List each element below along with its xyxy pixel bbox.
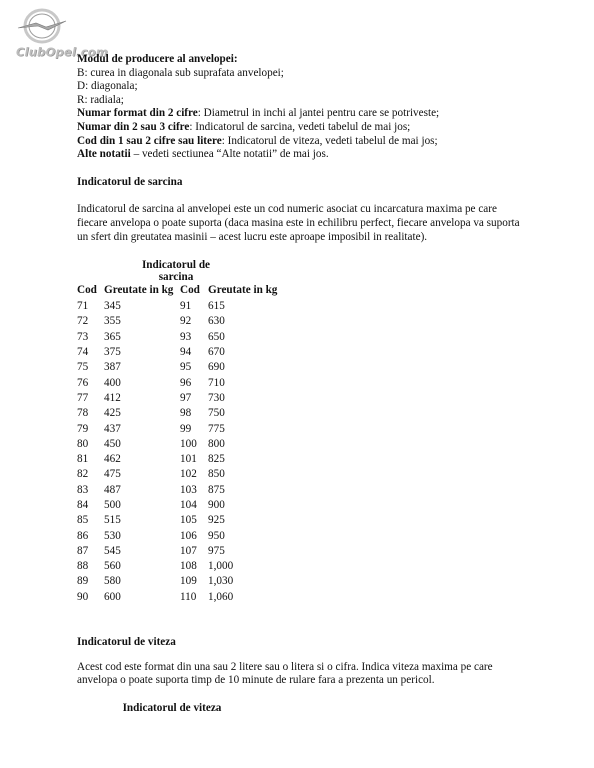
cell-cod: 93 [180,330,192,343]
cell-greutate: 900 [208,498,225,511]
tire-code-legend [77,53,557,162]
paragraph-line: anvelopa o poate suporta timp de 10 minute de rulare fara a prezenta un pericol. [77,674,435,687]
legend-line [77,121,557,135]
cell-greutate: 500 [104,498,121,511]
column-header-greutate: Greutate in kg [208,284,278,297]
cell-greutate: 630 [208,315,225,328]
table-row [77,331,298,346]
legend-term: Numar format din 2 cifre [77,107,198,120]
legend-line [77,135,557,149]
cell-greutate: 690 [208,361,225,374]
cell-greutate: 400 [104,376,121,389]
cell-greutate: 365 [104,330,121,343]
cell-greutate: 615 [208,300,225,313]
cell-cod: 101 [180,453,197,466]
cell-cod: 89 [77,575,89,588]
legend-line [77,148,557,162]
legend-term: Numar din 2 sau 3 cifre [77,120,190,133]
load-index-table [77,284,298,606]
legend-description: : Diametrul in inchi al jantei pentru care se potriveste; [197,107,440,120]
cell-cod: 91 [180,300,192,313]
paragraph-line: fiecare anvelopa o poate suporta (daca masina este in echilibru perfect, fiecare anvelopa va suporta [77,216,520,229]
cell-cod: 99 [180,422,192,435]
cell-cod: 79 [77,422,89,435]
cell-cod: 92 [180,315,192,328]
cell-greutate: 560 [104,560,121,573]
legend-description: B: curea in diagonala sub suprafata anvelopei; [77,66,284,79]
table-row [77,499,298,514]
cell-greutate: 925 [208,514,225,527]
legend-line [77,94,557,108]
cell-cod: 88 [77,560,89,573]
table-row [77,468,298,483]
table-row [77,423,298,438]
cell-greutate: 750 [208,407,225,420]
legend-description: : Indicatorul de sarcina, vedeti tabelul de mai jos; [189,120,411,133]
cell-greutate: 375 [104,346,121,359]
cell-greutate: 425 [104,407,121,420]
legend-term: Cod din 1 sau 2 cifre sau litere [77,134,222,147]
cell-cod: 75 [77,361,89,374]
cell-cod: 107 [180,544,197,557]
table-row [77,300,298,315]
cell-cod: 102 [180,468,197,481]
legend-line [77,107,557,121]
table-row [77,392,298,407]
cell-greutate: 515 [104,514,121,527]
cell-cod: 82 [77,468,89,481]
cell-cod: 76 [77,376,89,389]
paragraph-line: Acest cod este format din una sau 2 litere sau o litera si o cifra. Indica viteza maxima pe care [77,660,493,673]
cell-greutate: 650 [208,330,225,343]
table-row [77,346,298,361]
cell-greutate: 412 [104,391,121,404]
cell-greutate: 950 [208,529,225,542]
legend-description: : Indicatorul de viteza, vedeti tabelul de mai jos; [221,134,438,147]
cell-cod: 77 [77,391,89,404]
cell-cod: 98 [180,407,192,420]
table-header-row [77,284,298,300]
cell-cod: 108 [180,560,197,573]
opel-emblem-icon [12,6,72,48]
cell-cod: 104 [180,498,197,511]
table-row [77,514,298,529]
cell-cod: 73 [77,330,89,343]
column-header-cod: Cod [180,284,200,297]
table-row [77,453,298,468]
cell-cod: 87 [77,544,89,557]
speed-table-caption: Indicatorul de viteza [122,701,222,714]
cell-greutate: 600 [104,590,121,603]
table-row [77,407,298,422]
cell-greutate: 775 [208,422,225,435]
cell-cod: 94 [180,346,192,359]
legend-line [77,80,557,94]
paragraph-line: un sfert din greutatea masinii – acest lucru este aproape imposibil in realitate). [77,230,428,243]
legend-term: Modul de producere al anvelopei: [77,53,238,65]
table-row [77,530,298,545]
cell-greutate: 975 [208,544,225,557]
cell-greutate: 437 [104,422,121,435]
table-row [77,361,298,376]
cell-greutate: 850 [208,468,225,481]
paragraph-line: Indicatorul de sarcina al anvelopei este un cod numeric asociat cu incarcatura maxima pe care [77,203,497,216]
cell-greutate: 825 [208,453,225,466]
cell-cod: 103 [180,483,197,496]
cell-greutate: 800 [208,437,225,450]
legend-description: – vedeti sectiunea “Alte notatii” de mai jos. [130,148,329,161]
table-row [77,591,298,606]
cell-greutate: 545 [104,544,121,557]
legend-line [77,53,557,67]
cell-cod: 106 [180,529,197,542]
cell-greutate: 450 [104,437,121,450]
document-body [77,53,557,714]
cell-cod: 84 [77,498,89,511]
cell-cod: 80 [77,437,89,450]
table-row [77,315,298,330]
cell-greutate: 875 [208,483,225,496]
legend-term: Alte notatii [77,148,131,161]
cell-greutate: 355 [104,315,121,328]
legend-line [77,67,557,81]
cell-cod: 85 [77,514,89,527]
table-row [77,438,298,453]
cell-greutate: 387 [104,361,121,374]
cell-cod: 74 [77,346,89,359]
cell-greutate: 530 [104,529,121,542]
cell-cod: 78 [77,407,89,420]
cell-cod: 90 [77,590,89,603]
cell-greutate: 1,000 [208,560,234,573]
cell-greutate: 670 [208,346,225,359]
cell-cod: 72 [77,315,89,328]
cell-greutate: 580 [104,575,121,588]
table-row [77,545,298,560]
cell-cod: 110 [180,590,197,603]
cell-cod: 96 [180,376,192,389]
cell-cod: 100 [180,437,197,450]
logo-text: ClubOpel.com [16,45,109,59]
cell-greutate: 487 [104,483,121,496]
cell-cod: 97 [180,391,192,404]
legend-description: R: radiala; [77,93,124,106]
speed-index-paragraph [77,661,557,688]
cell-cod: 83 [77,483,89,496]
cell-greutate: 710 [208,376,225,389]
table-row [77,575,298,590]
table-row [77,560,298,575]
cell-cod: 81 [77,453,89,466]
load-index-paragraph [77,203,557,244]
cell-greutate: 462 [104,453,121,466]
load-index-heading: Indicatorul de sarcina [77,175,183,188]
cell-cod: 109 [180,575,197,588]
cell-greutate: 1,060 [208,590,234,603]
speed-index-heading: Indicatorul de viteza [77,636,176,649]
cell-greutate: 475 [104,468,121,481]
cell-greutate: 1,030 [208,575,234,588]
cell-greutate: 730 [208,391,225,404]
cell-cod: 95 [180,361,192,374]
load-table-caption: Indicatorul de sarcina [141,259,211,283]
column-header-greutate: Greutate in kg [104,284,174,297]
cell-cod: 71 [77,300,89,313]
cell-cod: 86 [77,529,89,542]
legend-description: D: diagonala; [77,80,138,93]
column-header-cod: Cod [77,284,97,297]
cell-cod: 105 [180,514,197,527]
table-row [77,484,298,499]
cell-greutate: 345 [104,300,121,313]
table-row [77,377,298,392]
